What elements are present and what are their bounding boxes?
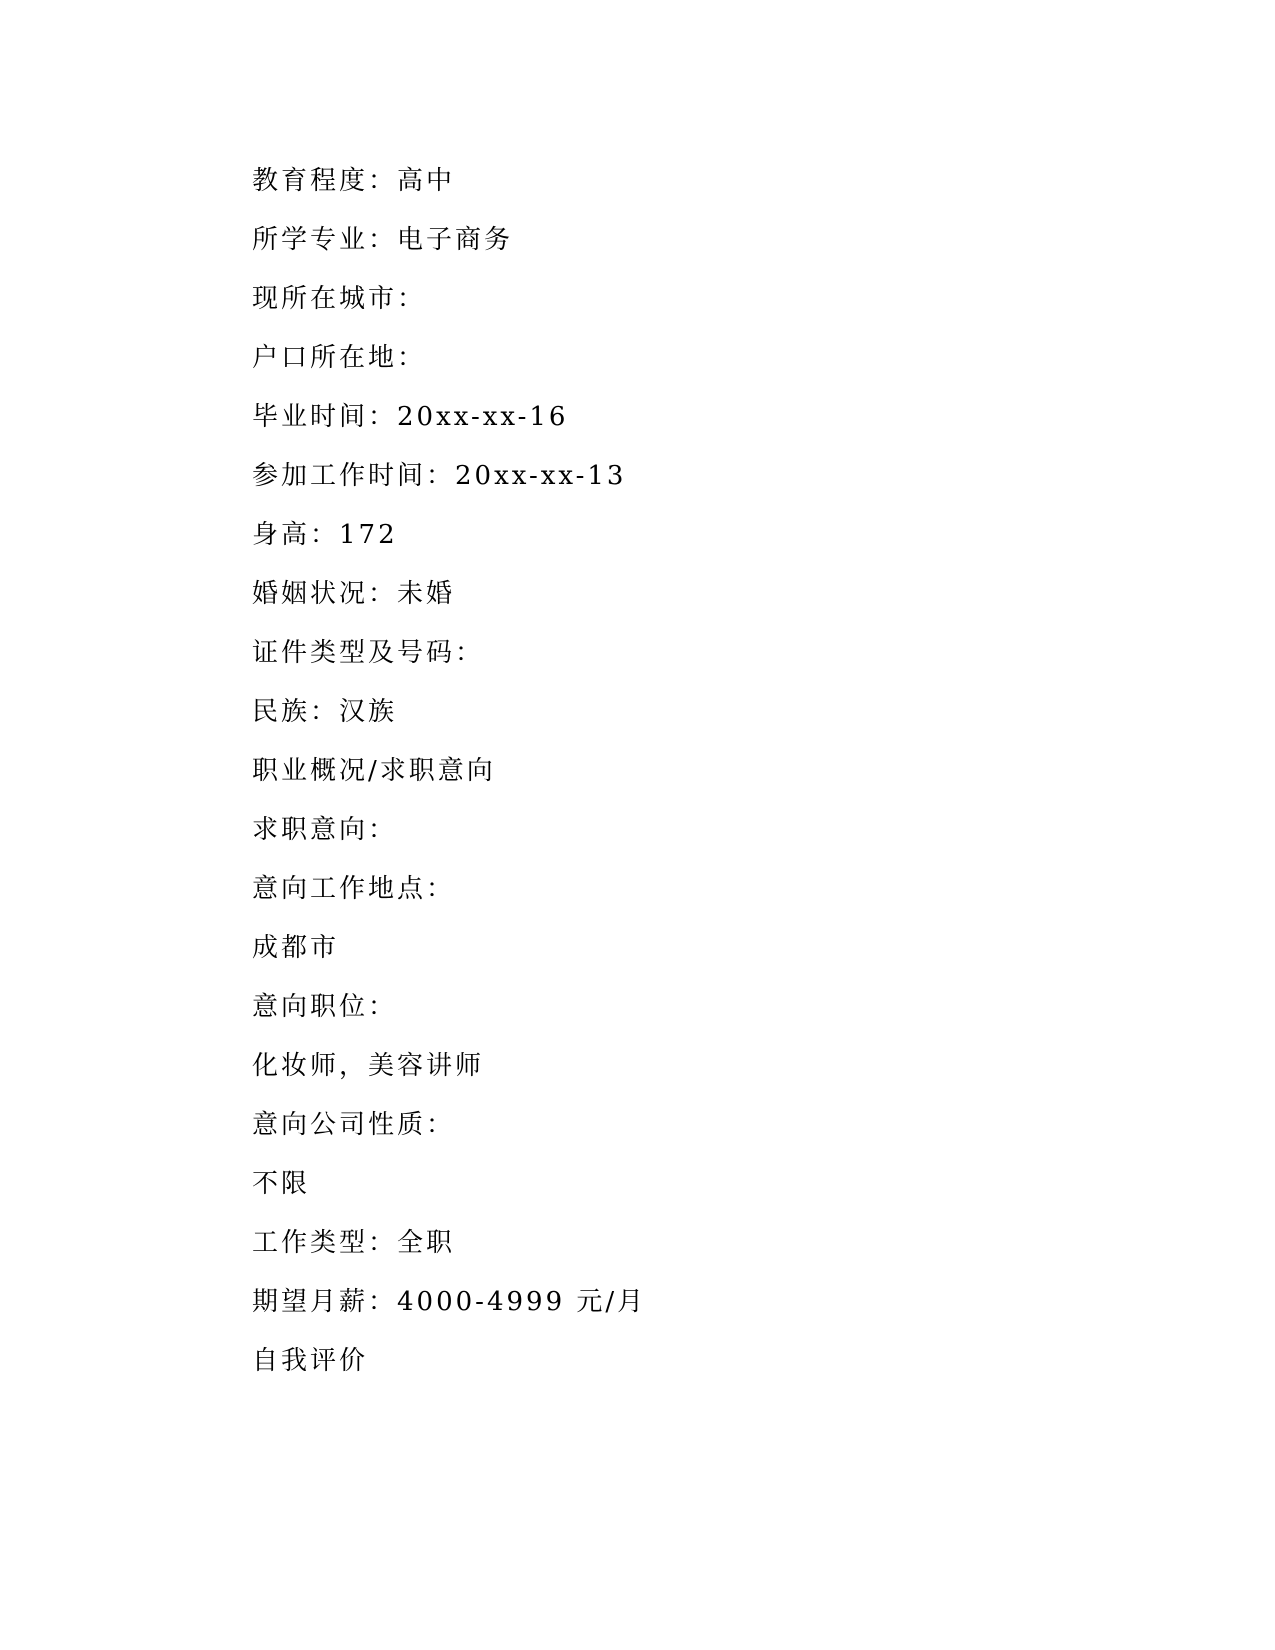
- preferred-location-label: 意向工作地点：: [252, 874, 456, 904]
- preferred-position-label: 意向职位：: [252, 992, 398, 1022]
- ethnicity: 民族：汉族: [252, 697, 398, 727]
- work-start-date: 参加工作时间：20xx-xx-13: [252, 461, 627, 491]
- section-heading-self-evaluation: 自我评价: [252, 1346, 369, 1376]
- height: 身高：172: [252, 520, 398, 550]
- preferred-position-value: 化妆师，美容讲师: [252, 1051, 485, 1081]
- section-heading-career: 职业概况/求职意向: [252, 756, 496, 786]
- expected-salary: 期望月薪：4000-4999 元/月: [252, 1287, 647, 1317]
- preferred-location-value: 成都市: [252, 933, 340, 963]
- current-city: 现所在城市：: [252, 284, 427, 314]
- marital-status: 婚姻状况：未婚: [252, 579, 456, 609]
- major: 所学专业：电子商务: [252, 225, 514, 255]
- id-type-number: 证件类型及号码：: [252, 638, 485, 668]
- household-registration: 户口所在地：: [252, 343, 427, 373]
- resume-content: [252, 158, 1152, 1397]
- job-intention-label: 求职意向：: [252, 815, 398, 845]
- education-level: 教育程度：高中: [252, 166, 456, 196]
- graduation-date: 毕业时间：20xx-xx-16: [252, 402, 569, 432]
- job-type: 工作类型：全职: [252, 1228, 456, 1258]
- company-type-value: 不限: [252, 1169, 311, 1199]
- company-type-label: 意向公司性质：: [252, 1110, 456, 1140]
